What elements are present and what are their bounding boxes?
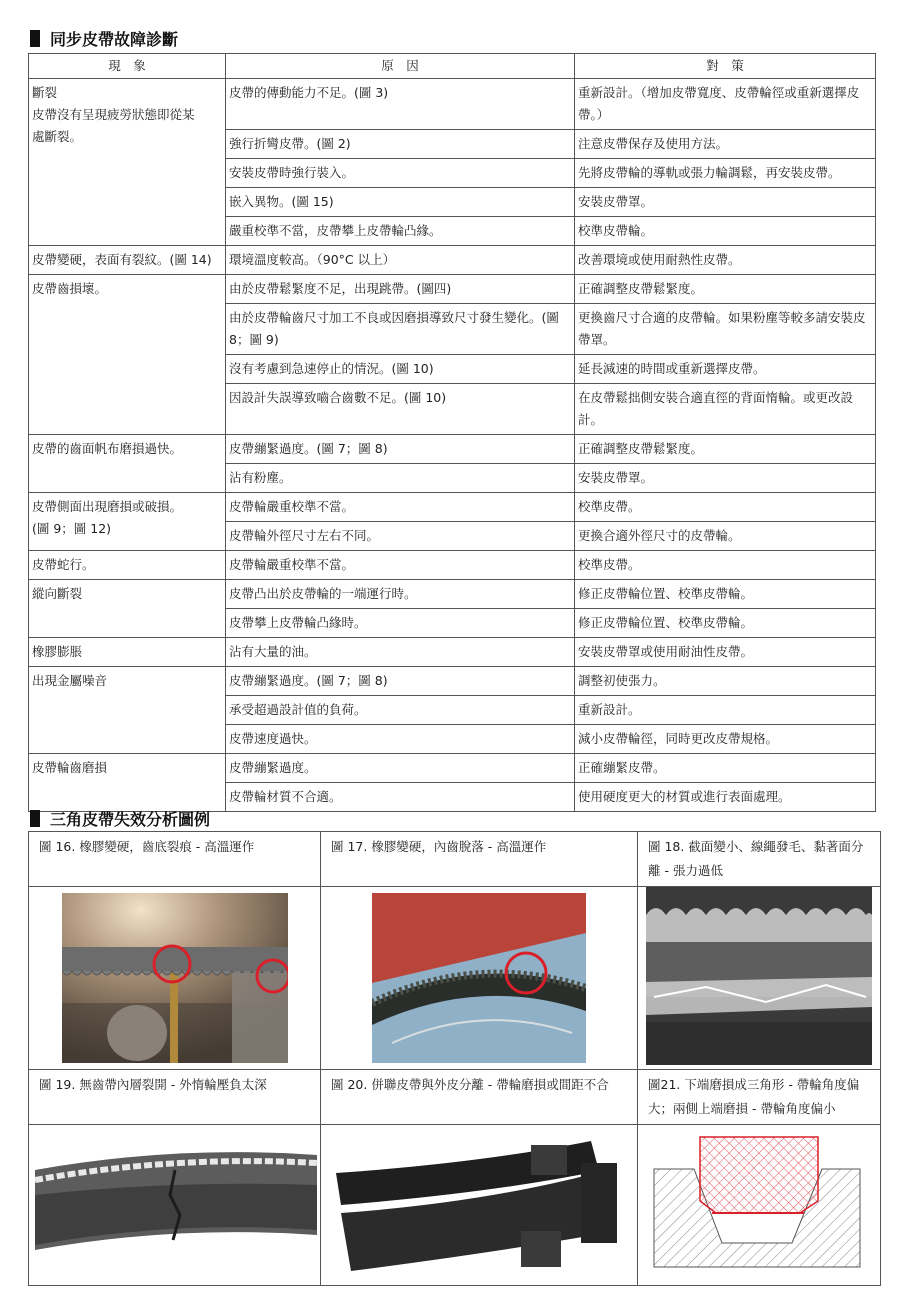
table-row [29, 638, 876, 667]
phenomenon-text: 皮帶輪齒磨損 [32, 760, 108, 775]
figure-caption: 圖21. 下端磨損成三角形 - 帶輪角度偏大；兩側上端磨損 - 帶輪角度偏小 [638, 1070, 881, 1125]
remedy-cell: 在皮帶鬆拙側安裝合適直徑的背面惰輪。或更改設計。 [575, 384, 876, 435]
phenomenon-cell [29, 580, 226, 638]
cause-cell: 安裝皮帶時強行裝入。 [226, 159, 575, 188]
figure-17-image [321, 887, 638, 1070]
phenomenon-cell [29, 79, 226, 246]
phenomenon-text: 斷裂 [32, 85, 58, 100]
figure-caption: 圖 17. 橡膠變硬，內齒脫落 - 高溫運作 [321, 832, 638, 887]
remedy-cell: 正確調整皮帶鬆緊度。 [575, 435, 876, 464]
phenomenon-text: 皮帶齒損壞。 [32, 281, 108, 296]
phenomenon-text: 處斷裂。 [32, 129, 83, 144]
figure-grid [28, 831, 881, 1286]
belt-photo-hardened [62, 893, 288, 1063]
cause-cell: 皮帶輪嚴重校準不當。 [226, 551, 575, 580]
remedy-cell: 安裝皮帶罩。 [575, 464, 876, 493]
wear-diagram [650, 1133, 866, 1279]
phenomenon-text: 皮帶側面出現磨損或破損。 [32, 499, 183, 514]
figure-caption: 圖 16. 橡膠變硬，齒底裂痕 - 高溫運作 [29, 832, 321, 887]
figure-20-image [321, 1125, 638, 1286]
header-remedy: 對 策 [575, 54, 876, 79]
remedy-cell: 安裝皮帶罩。 [575, 188, 876, 217]
figure-18-image [638, 887, 881, 1070]
figure-caption: 圖 18. 截面變小、線繩發毛、黏著面分離 - 張力過低 [638, 832, 881, 887]
cause-cell: 承受超過設計值的負荷。 [226, 696, 575, 725]
remedy-cell: 修正皮帶輪位置、校準皮帶輪。 [575, 580, 876, 609]
phenomenon-cell [29, 551, 226, 580]
header-phenomenon: 現 象 [29, 54, 226, 79]
section-title: 三角皮帶失效分析圖例 [50, 810, 211, 829]
figure-21-image [638, 1125, 881, 1286]
diagnosis-table [28, 53, 876, 812]
table-row [29, 435, 876, 464]
phenomenon-cell [29, 435, 226, 493]
phenomenon-text: 出現金屬噪音 [32, 673, 108, 688]
phenomenon-cell [29, 754, 226, 812]
table-row [29, 754, 876, 783]
cause-cell: 皮帶攀上皮帶輪凸緣時。 [226, 609, 575, 638]
section-heading-diagnosis [30, 27, 178, 50]
remedy-cell: 更換合適外徑尺寸的皮帶輪。 [575, 522, 876, 551]
cause-cell: 皮帶速度過快。 [226, 725, 575, 754]
table-row [29, 551, 876, 580]
table-row [29, 667, 876, 696]
remedy-cell: 正確繃緊皮帶。 [575, 754, 876, 783]
section-heading-vbelt [30, 807, 210, 830]
remedy-cell: 延長減速的時間或重新選擇皮帶。 [575, 355, 876, 384]
belt-photo-split [35, 1135, 317, 1275]
table-row [29, 580, 876, 609]
remedy-cell: 正確調整皮帶鬆緊度。 [575, 275, 876, 304]
phenomenon-text: 皮帶沒有呈現疲勞狀態即從某 [32, 107, 195, 122]
cause-cell: 嵌入異物。(圖 15) [226, 188, 575, 217]
phenomenon-text: 縱向斷裂 [32, 586, 83, 601]
cause-cell: 皮帶繃緊過度。 [226, 754, 575, 783]
cause-cell: 由於皮帶鬆緊度不足，出現跳帶。(圖四) [226, 275, 575, 304]
phenomenon-cell [29, 246, 226, 275]
cause-cell: 沒有考慮到急速停止的情況。(圖 10) [226, 355, 575, 384]
cause-cell: 皮帶的傳動能力不足。(圖 3) [226, 79, 575, 130]
remedy-cell: 修正皮帶輪位置、校準皮帶輪。 [575, 609, 876, 638]
cause-cell: 皮帶輪材質不合適。 [226, 783, 575, 812]
table-row [29, 79, 876, 130]
table-row [29, 493, 876, 522]
phenomenon-text: 皮帶變硬，表面有裂紋。(圖 14) [32, 252, 212, 267]
remedy-cell: 更換齒尺寸合適的皮帶輪。如果粉塵等較多請安裝皮帶罩。 [575, 304, 876, 355]
header-cause: 原 因 [226, 54, 575, 79]
cause-cell: 沾有粉塵。 [226, 464, 575, 493]
remedy-cell: 先將皮帶輪的導軌或張力輪調鬆，再安裝皮帶。 [575, 159, 876, 188]
cause-cell: 強行折彎皮帶。(圖 2) [226, 130, 575, 159]
phenomenon-cell [29, 275, 226, 435]
remedy-cell: 校準皮帶。 [575, 551, 876, 580]
remedy-cell: 調整初使張力。 [575, 667, 876, 696]
cause-cell: 沾有大量的油。 [226, 638, 575, 667]
remedy-cell: 校準皮帶輪。 [575, 217, 876, 246]
belt-photo-banded [331, 1133, 627, 1279]
remedy-cell: 減小皮帶輪徑，同時更改皮帶規格。 [575, 725, 876, 754]
heading-bar-icon [30, 810, 40, 827]
phenomenon-cell [29, 493, 226, 551]
figure-16-image [29, 887, 321, 1070]
table-row [29, 246, 876, 275]
remedy-cell: 安裝皮帶罩或使用耐油性皮帶。 [575, 638, 876, 667]
figure-19-image [29, 1125, 321, 1286]
cause-cell: 皮帶繃緊過度。(圖 7；圖 8) [226, 667, 575, 696]
remedy-cell: 改善環境或使用耐熱性皮帶。 [575, 246, 876, 275]
belt-photo-cross-section [646, 887, 872, 1065]
cause-cell: 皮帶凸出於皮帶輪的一端運行時。 [226, 580, 575, 609]
table-row [29, 275, 876, 304]
remedy-cell: 使用硬度更大的材質或進行表面處理。 [575, 783, 876, 812]
table-header-row [29, 54, 876, 79]
phenomenon-cell [29, 638, 226, 667]
cause-cell: 皮帶輪外徑尺寸左右不同。 [226, 522, 575, 551]
remedy-cell: 重新設計。 [575, 696, 876, 725]
remedy-cell: 重新設計。（增加皮帶寬度、皮帶輪徑或重新選擇皮帶。） [575, 79, 876, 130]
cause-cell: 皮帶繃緊過度。(圖 7；圖 8) [226, 435, 575, 464]
cause-cell: 由於皮帶輪齒尺寸加工不良或因磨損導致尺寸發生變化。(圖 8；圖 9) [226, 304, 575, 355]
cause-cell: 環境溫度較高。（90°C 以上） [226, 246, 575, 275]
heading-bar-icon [30, 30, 40, 47]
section-title: 同步皮帶故障診斷 [50, 30, 179, 49]
phenomenon-text: 皮帶的齒面帆布磨損過快。 [32, 441, 183, 456]
phenomenon-text: (圖 9；圖 12) [32, 521, 112, 536]
cause-cell: 皮帶輪嚴重校準不當。 [226, 493, 575, 522]
figure-caption: 圖 19. 無齒帶內層裂開 - 外惰輪壓負太深 [29, 1070, 321, 1125]
phenomenon-text: 皮帶蛇行。 [32, 557, 95, 572]
cause-cell: 因設計失誤導致嚙合齒數不足。(圖 10) [226, 384, 575, 435]
remedy-cell: 注意皮帶保存及使用方法。 [575, 130, 876, 159]
belt-photo-tooth-loss [372, 893, 586, 1063]
remedy-cell: 校準皮帶。 [575, 493, 876, 522]
figure-caption: 圖 20. 併聯皮帶與外皮分離 - 帶輪磨損或間距不合 [321, 1070, 638, 1125]
phenomenon-cell [29, 667, 226, 754]
cause-cell: 嚴重校準不當，皮帶攀上皮帶輪凸緣。 [226, 217, 575, 246]
phenomenon-text: 橡膠膨脹 [32, 644, 83, 659]
